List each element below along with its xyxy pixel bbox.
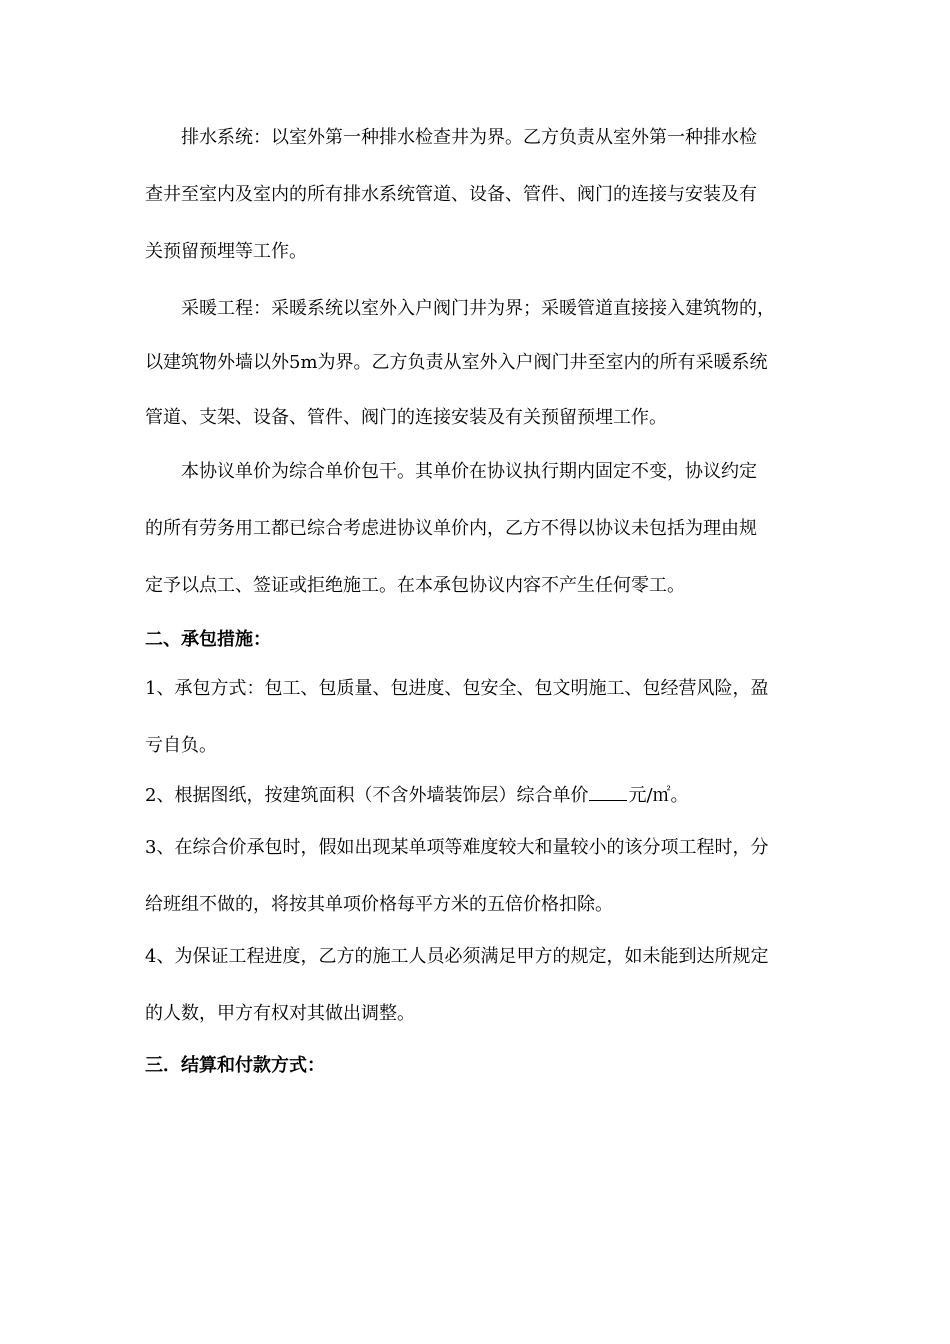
unit-price-line-2: 的所有劳务用工都已综合考虑进协议单价内，乙方不得以协议未包括为理由规 <box>145 518 757 539</box>
section3-heading: 三．结算和付款方式： <box>145 1055 325 1076</box>
item1-line-1: 1、承包方式：包工、包质量、包进度、包安全、包文明施工、包经营风险，盈 <box>145 678 769 699</box>
drainage-line-3: 关预留预埋等工作。 <box>145 241 307 262</box>
unit-price-line-3: 定予以点工、签证或拒绝施工。在本承包协议内容不产生任何零工。 <box>145 575 685 596</box>
item1-line-2: 亏自负。 <box>145 735 217 756</box>
item3-line-1: 3、在综合价承包时，假如出现某单项等难度较大和量较小的该分项工程时，分 <box>145 837 769 858</box>
price-blank-field <box>589 784 627 801</box>
item3-line-2: 给班组不做的，将按其单项价格每平方米的五倍价格扣除。 <box>145 894 613 915</box>
drainage-line-2: 查井至室内及室内的所有排水系统管道、设备、管件、阀门的连接与安装及有 <box>145 184 757 205</box>
unit-price-line-1: 本协议单价为综合单价包干。其单价在协议执行期内固定不变，协议约定 <box>181 461 757 482</box>
heating-line-3: 管道、支架、设备、管件、阀门的连接安装及有关预留预埋工作。 <box>145 407 667 428</box>
drainage-line-1: 排水系统：以室外第一种排水检查井为界。乙方负责从室外第一种排水检 <box>181 127 757 148</box>
item4-line-2: 的人数，甲方有权对其做出调整。 <box>145 1003 415 1024</box>
item2-line <box>145 784 810 808</box>
heating-line-1: 采暖工程：采暖系统以室外入户阀门井为界；采暖管道直接接入建筑物的， <box>181 298 775 319</box>
item2-text-before: 2、根据图纸，按建筑面积（不含外墙装饰层）综合单价 <box>145 785 589 806</box>
heating-line-2: 以建筑物外墙以外5m为界。乙方负责从室外入户阀门井至室内的所有采暖系统 <box>145 352 768 373</box>
item2-text-after: 元/㎡。 <box>628 785 689 806</box>
item4-line-1: 4、为保证工程进度，乙方的施工人员必须满足甲方的规定，如未能到达所规定 <box>145 946 769 967</box>
section2-heading: 二、承包措施： <box>145 629 271 650</box>
